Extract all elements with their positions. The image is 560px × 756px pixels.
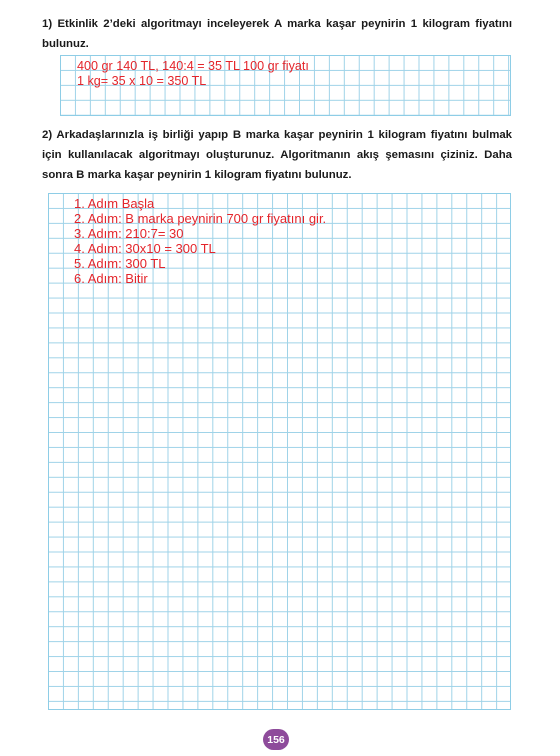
question-2-text: 2) Arkadaşlarınızla iş birliği yapıp B marka kaşar peynirin 1 kilogram fiyatını bulmak için kullanılacak algoritmayı oluşturunuz. Algoritmanın akış şemasını çiziniz. Daha sonra B marka kaşar peynirin 1 kilogram fiyatını bulunuz. [42,129,512,181]
answer-2-step: 4. Adım: 30x10 = 300 TL [74,241,216,256]
answer-2-step: 3. Adım: 210:7= 30 [74,226,184,241]
answer-1-line: 400 gr 140 TL, 140:4 = 35 TL 100 gr fiyatı [77,59,309,73]
answer-2-step: 5. Adım: 300 TL [74,256,166,271]
answer-1-line: 1 kg= 35 x 10 = 350 TL [77,74,207,88]
answer-2-list [74,196,326,286]
answer-2-step: 2. Adım: B marka peynirin 700 gr fiyatını gir. [74,211,327,226]
page-number: 156 [267,733,285,746]
answer-2-step: 6. Adım: Bitir [74,271,148,286]
answer-2-step: 1. Adım Başla [74,196,155,211]
question-1-text: 1) Etkinlik 2’deki algoritmayı inceleyerek A marka kaşar peynirin 1 kilogram fiyatını bulunuz. [42,18,512,50]
page-number-badge [263,729,289,750]
answer-1-list [77,59,309,89]
